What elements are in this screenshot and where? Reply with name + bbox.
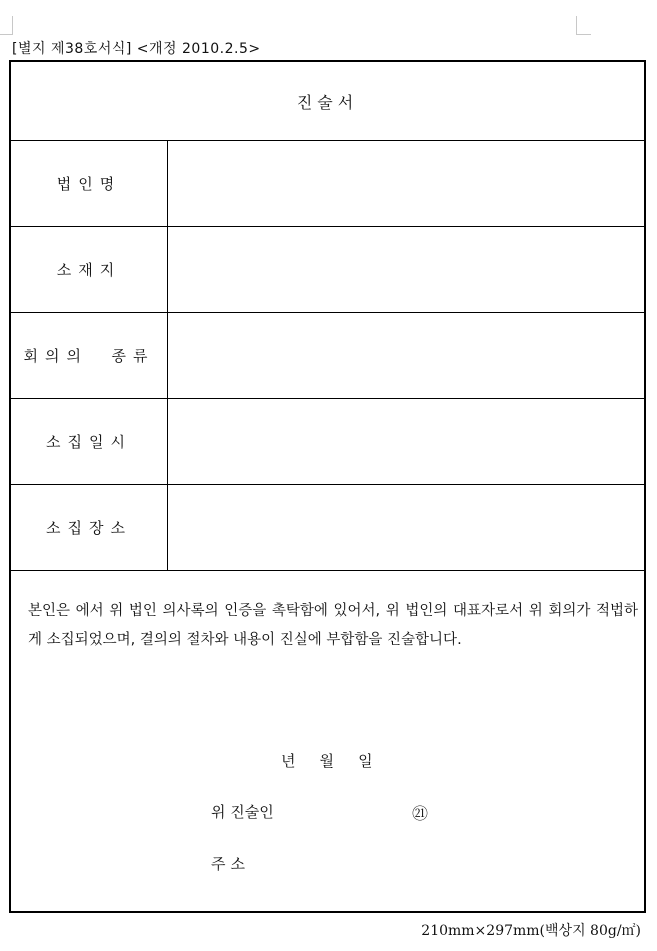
row-convening-place — [11, 485, 644, 571]
form-title: 진술서 — [296, 92, 359, 112]
convening-datetime-label: 소집일시 — [11, 399, 168, 484]
row-convening-datetime — [11, 399, 644, 485]
crop-mark-top-right — [576, 16, 591, 35]
date-line: 년 월 일 — [281, 752, 374, 770]
location-label: 소재지 — [11, 227, 168, 312]
statement-text: 본인은 에서 위 법인 의사록의 인증을 촉탁함에 있어서, 위 법인의 대표자로서 위 회의가 적법하게 소집되었으며, 결의의 절차와 내용이 진실에 부합함을 진술합니다. — [28, 603, 638, 648]
row-meeting-type — [11, 313, 644, 399]
convening-place-field[interactable] — [168, 485, 644, 570]
crop-mark-top-left — [0, 16, 13, 35]
row-location — [11, 227, 644, 313]
meeting-type-field[interactable] — [168, 313, 644, 398]
convening-place-label: 소집장소 — [11, 485, 168, 570]
title-row — [11, 62, 644, 141]
address-label: 주소 — [211, 855, 250, 873]
paper-spec: 210mm×297mm(백상지 80g/㎡) — [421, 923, 641, 939]
convening-datetime-field[interactable] — [168, 399, 644, 484]
location-field[interactable] — [168, 227, 644, 312]
declarant-label: 위 진술인 — [211, 803, 274, 821]
corporation-name-field[interactable] — [168, 141, 644, 226]
statement-form — [9, 60, 646, 913]
row-corporation-name — [11, 141, 644, 227]
seal-mark: ㉑ — [412, 804, 429, 823]
form-number-label: [별지 제38호서식] <개정 2010.2.5> — [12, 41, 261, 57]
corporation-name-label: 법인명 — [11, 141, 168, 226]
meeting-type-label: 회의의 종류 — [11, 313, 168, 398]
